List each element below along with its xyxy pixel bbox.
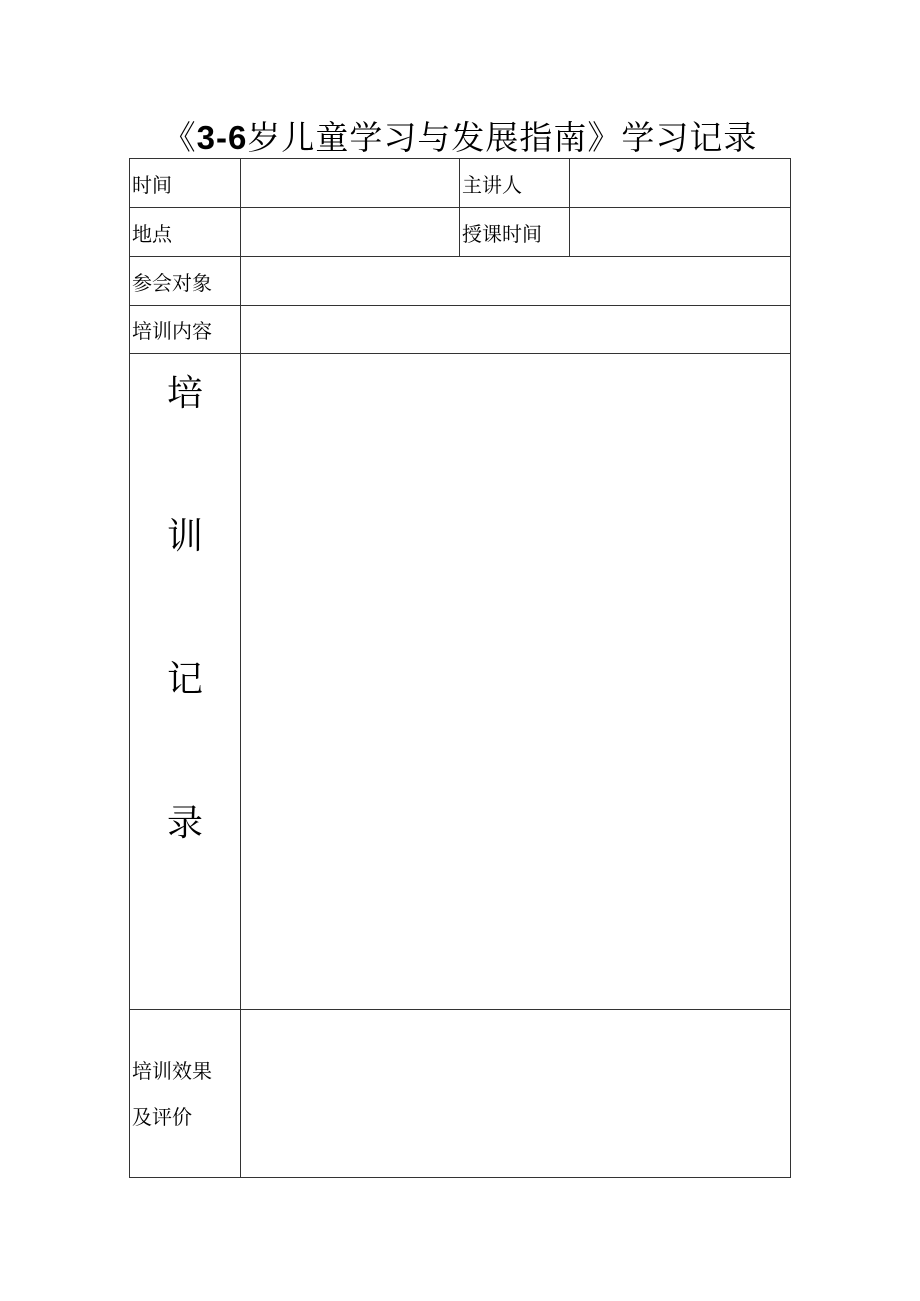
title-prefix: 《 [162,118,197,157]
lecture-time-field[interactable] [570,208,791,257]
training-record-table [129,158,791,1178]
evaluation-label-line-2: 及评价 [132,1104,192,1129]
title-number: 3-6 [196,119,248,156]
record-field[interactable] [241,354,791,1010]
lecture-time-label: 授课时间 [460,208,570,257]
speaker-label: 主讲人 [460,159,570,208]
attendees-field[interactable] [241,257,791,306]
title-suffix: 岁儿童学习与发展指南》学习记录 [247,118,758,157]
evaluation-label [130,1010,241,1178]
evaluation-field[interactable] [241,1010,791,1178]
time-label: 时间 [130,159,241,208]
content-field[interactable] [241,306,791,354]
speaker-field[interactable] [570,159,791,208]
row-evaluation [130,1010,791,1178]
page-title [0,112,920,159]
row-record [130,354,791,1010]
row-content [130,306,791,354]
row-location [130,208,791,257]
row-attendees [130,257,791,306]
record-label-char-4: 录 [166,803,203,844]
record-label-char-3: 记 [166,659,203,700]
location-field[interactable] [241,208,460,257]
time-field[interactable] [241,159,460,208]
record-label-char-2: 训 [166,516,203,557]
evaluation-label-line-1: 培训效果 [132,1058,212,1083]
record-label-char-1: 培 [166,373,203,414]
location-label: 地点 [130,208,241,257]
record-label [130,354,241,1010]
attendees-label: 参会对象 [130,257,241,306]
row-time [130,159,791,208]
content-label: 培训内容 [130,306,241,354]
